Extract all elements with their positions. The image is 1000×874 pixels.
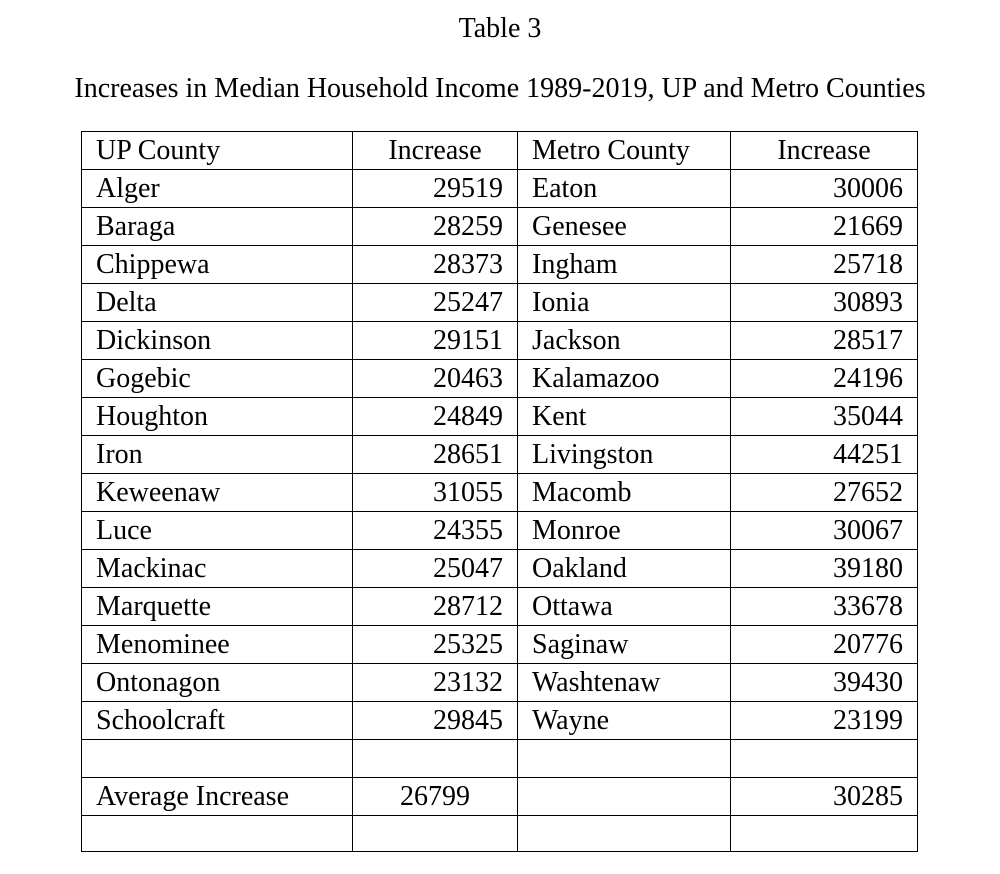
table-cell xyxy=(518,740,731,778)
table-body xyxy=(82,170,918,740)
up-county-cell: Alger xyxy=(82,170,353,208)
table-row xyxy=(82,360,918,398)
up-county-cell: Mackinac xyxy=(82,550,353,588)
metro-increase-cell: 23199 xyxy=(731,702,918,740)
up-increase-cell: 25247 xyxy=(353,284,518,322)
up-increase-cell: 28259 xyxy=(353,208,518,246)
up-county-cell: Ontonagon xyxy=(82,664,353,702)
metro-county-cell: Monroe xyxy=(518,512,731,550)
metro-county-cell: Eaton xyxy=(518,170,731,208)
table-subtitle: Increases in Median Household Income 1989-2019, UP and Metro Counties xyxy=(74,73,926,104)
metro-increase-cell: 35044 xyxy=(731,398,918,436)
up-increase-cell: 24355 xyxy=(353,512,518,550)
metro-increase-cell: 25718 xyxy=(731,246,918,284)
table-row xyxy=(82,246,918,284)
metro-county-cell: Macomb xyxy=(518,474,731,512)
up-county-cell: Keweenaw xyxy=(82,474,353,512)
table-blank-row xyxy=(82,816,918,852)
up-increase-cell: 25047 xyxy=(353,550,518,588)
header-up-increase: Increase xyxy=(353,132,518,170)
metro-county-cell: Ionia xyxy=(518,284,731,322)
metro-increase-cell: 21669 xyxy=(731,208,918,246)
metro-increase-cell: 30006 xyxy=(731,170,918,208)
up-county-cell: Delta xyxy=(82,284,353,322)
up-increase-cell: 24849 xyxy=(353,398,518,436)
up-county-cell: Iron xyxy=(82,436,353,474)
up-increase-cell: 28651 xyxy=(353,436,518,474)
table-row xyxy=(82,398,918,436)
table-cell xyxy=(353,816,518,852)
metro-county-cell: Kent xyxy=(518,398,731,436)
table-row xyxy=(82,512,918,550)
table-header-row xyxy=(82,132,918,170)
metro-increase-cell: 28517 xyxy=(731,322,918,360)
metro-increase-cell: 30893 xyxy=(731,284,918,322)
up-county-cell: Schoolcraft xyxy=(82,702,353,740)
table-row xyxy=(82,550,918,588)
up-increase-cell: 31055 xyxy=(353,474,518,512)
metro-increase-cell: 39180 xyxy=(731,550,918,588)
metro-county-cell: Wayne xyxy=(518,702,731,740)
up-increase-cell: 23132 xyxy=(353,664,518,702)
metro-county-cell: Jackson xyxy=(518,322,731,360)
table-cell xyxy=(731,740,918,778)
up-increase-cell: 29151 xyxy=(353,322,518,360)
table-row xyxy=(82,474,918,512)
metro-county-cell: Washtenaw xyxy=(518,664,731,702)
table-blank-row xyxy=(82,740,918,778)
metro-increase-cell: 27652 xyxy=(731,474,918,512)
up-increase-cell: 29519 xyxy=(353,170,518,208)
metro-county-cell: Oakland xyxy=(518,550,731,588)
metro-increase-cell: 24196 xyxy=(731,360,918,398)
metro-county-cell: Saginaw xyxy=(518,626,731,664)
table-row xyxy=(82,626,918,664)
up-county-cell: Menominee xyxy=(82,626,353,664)
metro-county-cell: Ottawa xyxy=(518,588,731,626)
metro-county-cell: Genesee xyxy=(518,208,731,246)
up-county-cell: Luce xyxy=(82,512,353,550)
table-row xyxy=(82,322,918,360)
header-metro-county: Metro County xyxy=(518,132,731,170)
table-cell xyxy=(82,740,353,778)
header-metro-increase: Increase xyxy=(731,132,918,170)
up-county-cell: Gogebic xyxy=(82,360,353,398)
up-increase-cell: 25325 xyxy=(353,626,518,664)
table-caption: Table 3 xyxy=(458,13,542,44)
table-cell xyxy=(82,816,353,852)
up-county-cell: Houghton xyxy=(82,398,353,436)
average-up-value: 26799 xyxy=(353,778,518,816)
metro-increase-cell: 39430 xyxy=(731,664,918,702)
table-cell xyxy=(731,816,918,852)
up-county-cell: Baraga xyxy=(82,208,353,246)
average-metro-value: 30285 xyxy=(731,778,918,816)
table-row xyxy=(82,284,918,322)
table-cell xyxy=(518,778,731,816)
metro-increase-cell: 33678 xyxy=(731,588,918,626)
up-increase-cell: 28373 xyxy=(353,246,518,284)
income-increase-table xyxy=(81,131,918,852)
table-row xyxy=(82,436,918,474)
average-label: Average Increase xyxy=(82,778,353,816)
up-increase-cell: 28712 xyxy=(353,588,518,626)
table-row xyxy=(82,702,918,740)
table-row xyxy=(82,588,918,626)
table-row xyxy=(82,208,918,246)
up-county-cell: Dickinson xyxy=(82,322,353,360)
metro-county-cell: Kalamazoo xyxy=(518,360,731,398)
up-county-cell: Chippewa xyxy=(82,246,353,284)
metro-increase-cell: 44251 xyxy=(731,436,918,474)
up-increase-cell: 29845 xyxy=(353,702,518,740)
average-row xyxy=(82,778,918,816)
table-cell xyxy=(518,816,731,852)
header-up-county: UP County xyxy=(82,132,353,170)
metro-county-cell: Ingham xyxy=(518,246,731,284)
table-cell xyxy=(353,740,518,778)
table-row xyxy=(82,170,918,208)
table-row xyxy=(82,664,918,702)
up-increase-cell: 20463 xyxy=(353,360,518,398)
metro-increase-cell: 30067 xyxy=(731,512,918,550)
metro-county-cell: Livingston xyxy=(518,436,731,474)
up-county-cell: Marquette xyxy=(82,588,353,626)
metro-increase-cell: 20776 xyxy=(731,626,918,664)
